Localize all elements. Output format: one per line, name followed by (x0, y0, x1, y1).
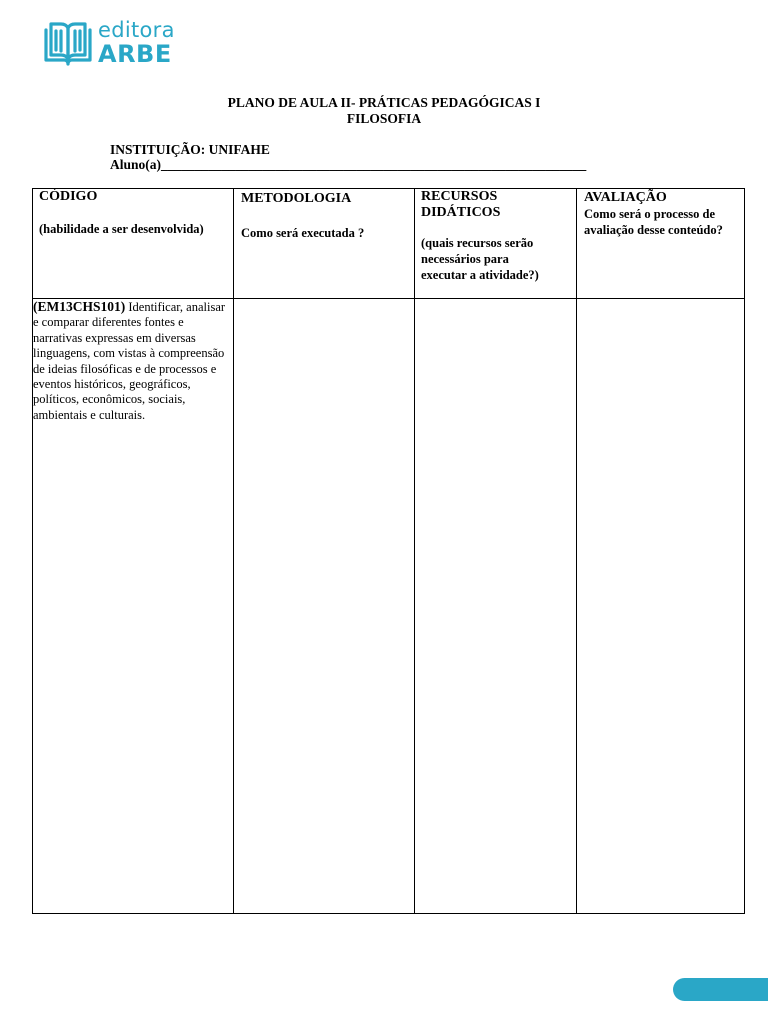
header-avaliacao-title: AVALIAÇÃO (584, 190, 667, 205)
logo-line-editora: editora (98, 18, 175, 42)
footer-accent-tab (673, 978, 768, 1001)
header-codigo (33, 189, 234, 299)
editora-arbe-logo (42, 20, 175, 66)
header-metodologia-subtitle: Como será executada ? (241, 226, 365, 240)
header-metodologia (234, 189, 415, 299)
skill-code: (EM13CHS101) (33, 299, 126, 314)
student-field: Aluno(a)_______________________________________________________________ (110, 157, 587, 172)
cell-metodologia[interactable] (234, 299, 415, 914)
logo-line-arbe: ARBE (98, 40, 172, 68)
table-row (33, 299, 745, 914)
cell-avaliacao[interactable] (577, 299, 745, 914)
cell-codigo (33, 299, 234, 914)
open-book-icon (42, 20, 94, 66)
skill-description: Identificar, analisar e comparar diferentes fontes e narrativas expressas em diversas linguagens, com vistas à compreensão de ideias filosóficas e de processos e eventos históricos, geográficos, políticos, econômicos, sociais, ambientais e culturais. (33, 300, 226, 422)
header-metodologia-title: METODOLOGIA (241, 191, 352, 206)
institution-label: INSTITUIÇÃO: UNIFAHE (110, 142, 270, 157)
header-avaliacao (577, 189, 745, 299)
header-recursos-subtitle: (quais recursos serão necessários para executar a atividade?) (421, 236, 539, 282)
header-avaliacao-subtitle: Como será o processo de avaliação desse conteúdo? (584, 207, 723, 237)
document-subject: FILOSOFIA (346, 111, 422, 126)
header-codigo-title: CÓDIGO (39, 189, 98, 204)
header-recursos (415, 189, 577, 299)
lesson-plan-table (32, 188, 745, 914)
logo-wordmark (98, 20, 175, 66)
document-title: PLANO DE AULA II- PRÁTICAS PEDAGÓGICAS I (227, 95, 541, 110)
header-recursos-title: RECURSOS DIDÁTICOS (421, 189, 501, 220)
header-codigo-subtitle: (habilidade a ser desenvolvida) (39, 222, 204, 236)
table-header-row (33, 189, 745, 299)
cell-recursos[interactable] (415, 299, 577, 914)
